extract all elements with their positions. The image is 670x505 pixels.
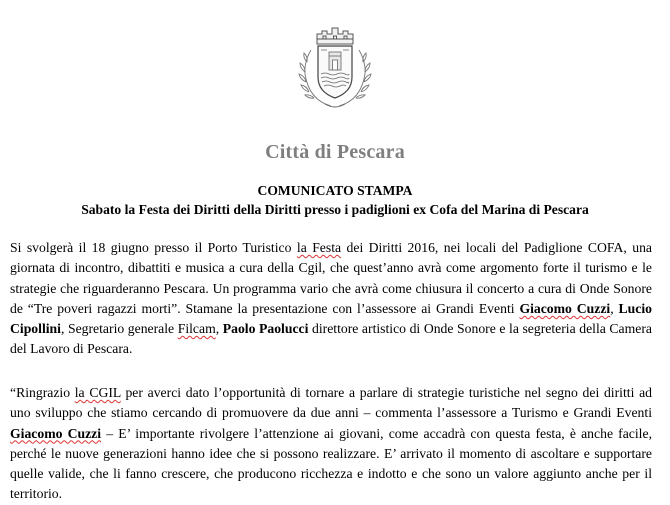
- text-run: direttore artistico di Onde Sonore e la segreteria della Camera del Lavoro di Pescara.: [10, 321, 652, 357]
- person-name: Giacomo Cuzzi: [519, 300, 611, 316]
- person-name: Paolo Paolucci: [222, 321, 309, 337]
- text-run: , Segretario generale: [60, 321, 178, 337]
- press-release-subtitle: Sabato la Festa dei Diritti della Diritti presso i padiglioni ex Cofa del Marina di Pescara: [81, 202, 589, 217]
- text-run: ,: [215, 321, 223, 337]
- city-coat-of-arms-icon: [287, 22, 383, 112]
- text-run: ,: [610, 300, 619, 316]
- text-run: dei Diritti 2016, nei locali del Padiglione COFA, una giornata di incontro, dibattiti e musica a cura della Cgil, che quest’anno avrà come argomento forte il turismo e le strategie che riguarderanno Pescara. Un programma vario che avrà come chiusura il concerto a cura di Onde Sonore de “Tre poveri ragazzi morti”. Stamane la presentazione con l’assessore ai Grandi Eventi: [10, 240, 652, 316]
- text-run: – E’ importante rivolgere l’attenzione ai giovani, come accadrà con questa festa, è anche facile, perché le nuove generazioni hanno idee che si possono realizzare. E’ arrivato il momento di ascoltare e supportare quelle valide, che li fanno crescere, che producono ricchezza e indotto e che sono un valore aggiunto anche per il territorio.: [10, 425, 652, 502]
- text-run: Si svolgerà il 18 giugno presso il Porto Turistico: [10, 240, 297, 255]
- text-run: Filcam: [177, 321, 216, 337]
- paragraph-quote: [10, 383, 652, 505]
- person-name: Lucio Cipollini: [10, 300, 652, 337]
- paragraph-intro: [10, 238, 652, 360]
- text-run: la CGIL: [74, 385, 121, 400]
- text-run: la Festa: [296, 240, 342, 255]
- text-run: per averci dato l’opportunità di tornare a parlare di strategie turistiche nel segno dei diritti ad uno sviluppo che stiamo cercando di promuovere da due anni – commenta l’assessore a Turismo e Grandi Eventi: [10, 385, 652, 421]
- city-title: Città di Pescara: [265, 141, 405, 163]
- person-name: Giacomo Cuzzi: [10, 425, 102, 441]
- text-run: “Ringrazio: [10, 385, 75, 400]
- press-release-label: COMUNICATO STAMPA: [257, 183, 413, 198]
